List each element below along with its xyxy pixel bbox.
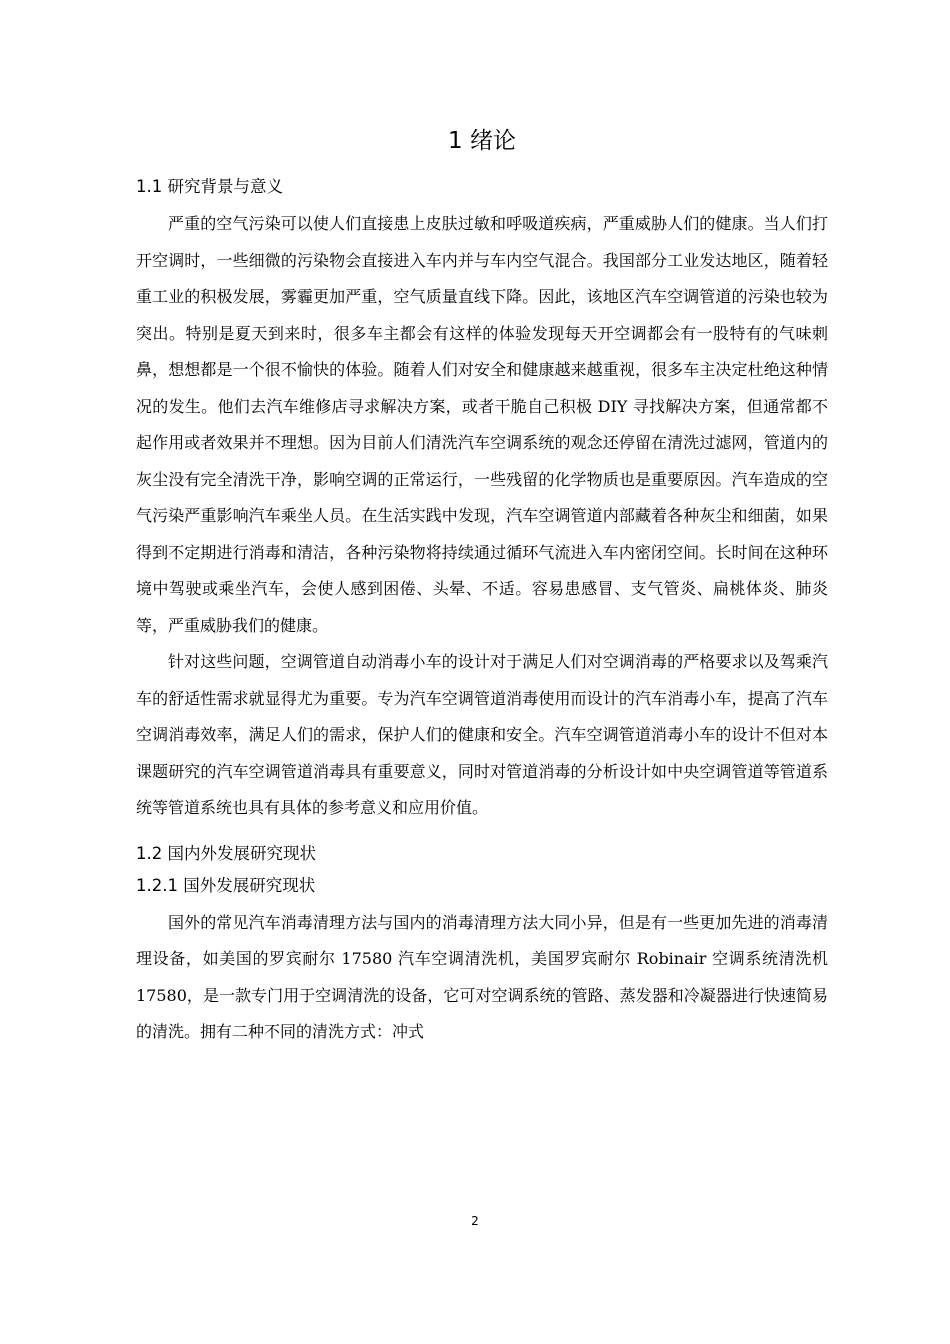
chapter-title: 1 绪论 [448,128,516,154]
section-heading-1-2: 1.2 国内外发展研究现状 [136,843,316,863]
section-heading-1-1: 1.1 研究背景与意义 [136,177,283,196]
body-paragraph: 严重的空气污染可以使人们直接患上皮肤过敏和呼吸道疾病，严重威胁人们的健康。当人们打开空调时，一些细微的污染物会直接进入车内并与车内空气混合。我国部分工业发达地区，随着轻重工业的积极发展，雾霾更加严重，空气质量直线下降。因此，该地区汽车空调管道的污染也较为突出。特别是夏天到来时，很多车主都会有这样的体验发现每天开空调都会有一股特有的气味刺鼻，想想都是一个很不愉快的体验。随着人们对安全和健康越来越重视，很多车主决定杜绝这种情况的发生。他们去汽车维修店寻求解决方案，或者干脆自己积极 DIY 寻找解决方案，但通常都不起作用或者效果并不理想。因为目前人们清洗汽车空调系统的观念还停留在清洗过滤网，管道内的灰尘没有完全清洗干净，影响空调的正常运行，一些残留的化学物质也是重要原因。汽车造成的空气污染严重影响汽车乘坐人员。在生活实践中发现，汽车空调管道内部藏着各种灰尘和细菌，如果得到不定期进行消毒和清洁，各种污染物将持续通过循环气流进入车内密闭空间。长时间在这种环境中驾驶或乘坐汽车，会使人感到困倦、头晕、不适。容易患感冒、支气管炎、扁桃体炎、肺炎等，严重威胁我们的健康。 [136,214,828,635]
body-paragraph: 针对这些问题，空调管道自动消毒小车的设计对于满足人们对空调消毒的严格要求以及驾乘汽车的舒适性需求就显得尤为重要。专为汽车空调管道消毒使用而设计的汽车消毒小车，提高了汽车空调消毒效率，满足人们的需求，保护人们的健康和安全。汽车空调管道消毒小车的设计不但对本课题研究的汽车空调管道消毒具有重要意义，同时对管道消毒的分析设计如中央空调管道等管道系统等管道系统也具有具体的参考意义和应用价值。 [136,652,828,817]
section-heading-1-2-1: 1.2.1 国外发展研究现状 [136,875,316,895]
body-paragraph: 国外的常见汽车消毒清理方法与国内的消毒清理方法大同小异，但是有一些更加先进的消毒清理设备，如美国的罗宾耐尔 17580 汽车空调清洗机，美国罗宾耐尔 Robinair 空调系统清洗机 17580，是一款专门用于空调清洗的设备，它可对空调系统的管路、蒸发器和冷凝器进行快速简易的清洗。拥有二种不同的清洗方式：冲式 [136,912,828,1041]
page-content [136,118,828,1051]
page-number: 2 [471,1214,479,1228]
